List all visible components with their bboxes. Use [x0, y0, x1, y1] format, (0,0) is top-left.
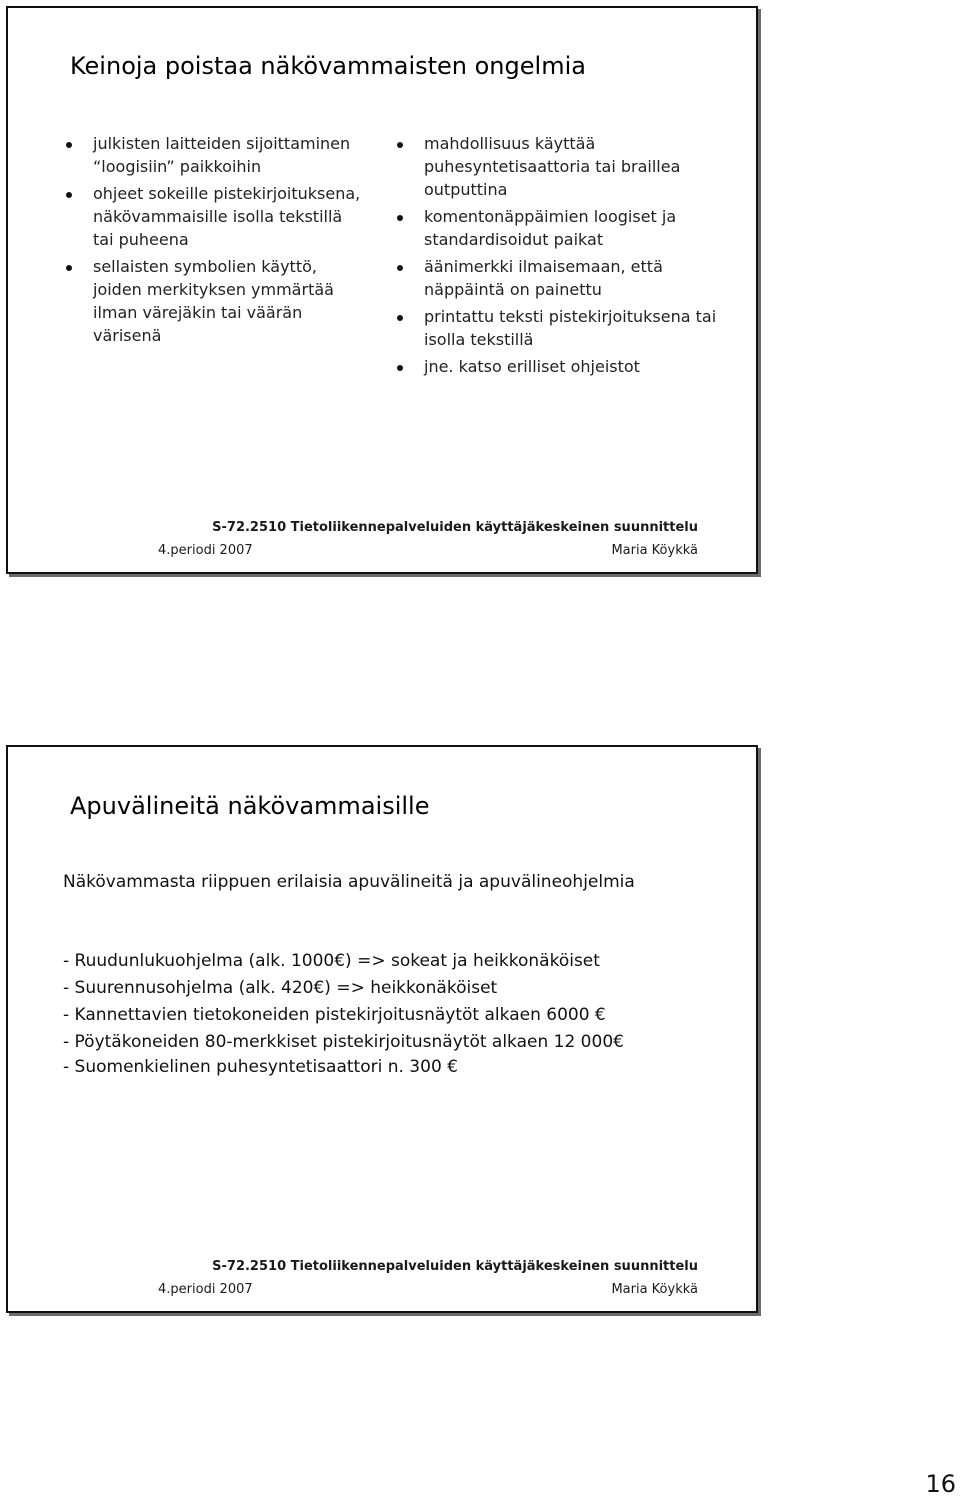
bullet-icon [397, 142, 403, 148]
bullet-list-left [66, 132, 366, 351]
list-item: - Kannettavien tietokoneiden pistekirjoitusnäytöt alkaen 6000 € [63, 1005, 606, 1025]
bullet-icon [397, 315, 403, 321]
bullet-icon [66, 192, 72, 198]
bullet-text: printattu teksti pistekirjoituksena tai isolla tekstillä [424, 307, 717, 349]
bullet-icon [397, 365, 403, 371]
bullet-icon [66, 142, 72, 148]
tool-list [63, 948, 753, 1079]
footer-period: 4.periodi 2007 [158, 543, 253, 558]
bullet-text: jne. katso erilliset ohjeistot [424, 357, 640, 376]
footer-author: Maria Köykkä [611, 1282, 698, 1297]
slide-1 [6, 6, 758, 574]
list-item [397, 132, 727, 201]
list-item [66, 132, 366, 178]
bullet-text: äänimerkki ilmaisemaan, että näppäintä on painettu [424, 257, 663, 299]
list-item [66, 182, 366, 251]
list-item: - Pöytäkoneiden 80-merkkiset pistekirjoitusnäytöt alkaen 12 000€ [63, 1032, 624, 1052]
list-item [66, 255, 366, 347]
intro-text: Näkövammasta riippuen erilaisia apuvälineitä ja apuvälineohjelmia [63, 872, 635, 892]
list-item: - Suurennusohjelma (alk. 420€) => heikkonäköiset [63, 978, 498, 998]
bullet-icon [397, 265, 403, 271]
bullet-icon [397, 215, 403, 221]
bullet-list-right [397, 132, 727, 382]
list-item [397, 305, 727, 351]
slide-2 [6, 745, 758, 1313]
footer-course-name: S-72.2510 Tietoliikennepalveluiden käyttäjäkeskeinen suunnittelu [212, 1259, 698, 1274]
footer-author: Maria Köykkä [611, 543, 698, 558]
bullet-text: julkisten laitteiden sijoittaminen “loogisiin” paikkoihin [93, 134, 351, 176]
bullet-text: mahdollisuus käyttää puhesyntetisaattoria tai braillea outputtina [424, 134, 681, 199]
list-item [397, 355, 727, 378]
page-number: 16 [925, 1470, 956, 1498]
slide-title: Keinoja poistaa näkövammaisten ongelmia [70, 52, 586, 80]
bullet-icon [66, 265, 72, 271]
bullet-text: komentonäppäimien loogiset ja standardisoidut paikat [424, 207, 677, 249]
footer-period: 4.periodi 2007 [158, 1282, 253, 1297]
list-item: - Suomenkielinen puhesyntetisaattori n. 300 € [63, 1057, 458, 1077]
bullet-text: ohjeet sokeille pistekirjoituksena, näkövammaisille isolla tekstillä tai puheena [93, 184, 361, 249]
list-item [397, 205, 727, 251]
list-item [397, 255, 727, 301]
list-item: - Ruudunlukuohjelma (alk. 1000€) => sokeat ja heikkonäköiset [63, 951, 600, 971]
slide-title: Apuvälineitä näkövammaisille [70, 792, 430, 820]
bullet-text: sellaisten symbolien käyttö, joiden merkityksen ymmärtää ilman värejäkin tai väärän värisenä [93, 257, 334, 345]
footer-course-name: S-72.2510 Tietoliikennepalveluiden käyttäjäkeskeinen suunnittelu [212, 520, 698, 535]
